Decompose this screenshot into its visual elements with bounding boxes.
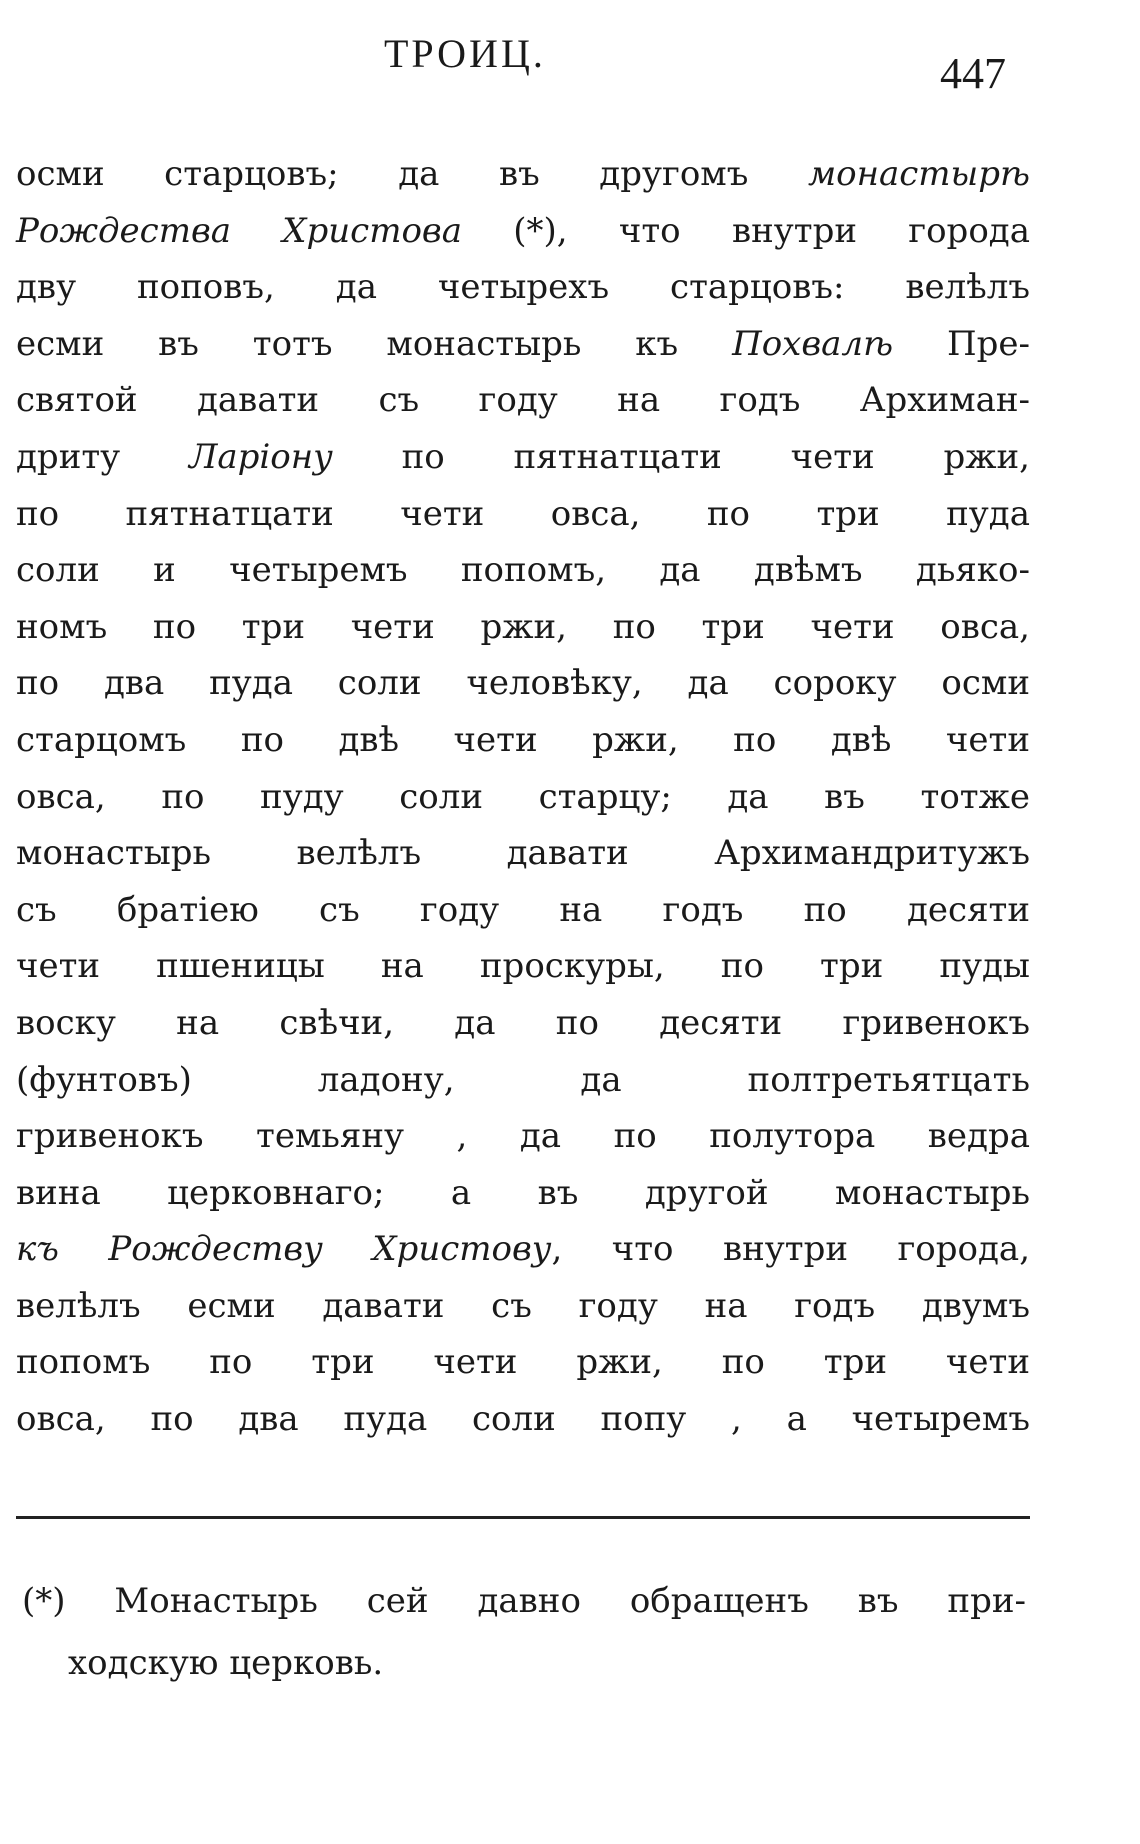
text-segment: осми старцовъ; да въ другомъ (16, 154, 808, 194)
text-line (16, 712, 1030, 769)
text-segment: номъ по три чети ржи, по три чети овса, (16, 606, 1030, 647)
text-segment: съ братіею съ году на годъ по десяти (16, 889, 1030, 930)
text-line (16, 316, 1030, 373)
text-segment: (*), что внутри города (461, 210, 1031, 251)
italic-segment: къ Рождеству Христову (16, 1229, 552, 1270)
text-segment: дриту (16, 436, 189, 477)
text-segment: (фунтовъ) ладону, да полтретьятцать (16, 1059, 1030, 1100)
text-line (16, 1221, 1030, 1278)
text-line (16, 1278, 1030, 1335)
text-line (16, 655, 1030, 712)
footnote-line: ходскую церковь. (68, 1643, 384, 1683)
text-segment: попомъ по три чети ржи, по три чети (16, 1342, 1030, 1383)
text-segment: вина церковнаго; а въ другой монастырь (16, 1172, 1030, 1213)
text-line (16, 599, 1030, 656)
italic-segment: монастырѣ (807, 154, 1030, 194)
text-segment: Пре- (893, 323, 1030, 364)
footnote (22, 1570, 1026, 1694)
text-line (16, 825, 1030, 882)
text-line (16, 542, 1030, 599)
text-line (16, 429, 1030, 486)
footnote-rule (16, 1516, 1030, 1519)
text-segment: чети пшеницы на проскуры, по три пуды (16, 946, 1030, 987)
text-segment: соли и четыремъ попомъ, да двѣмъ дьяко- (16, 550, 1030, 591)
text-line (16, 146, 1030, 203)
text-line (16, 1108, 1030, 1165)
text-line (16, 938, 1030, 995)
text-segment: есми въ тотъ монастырь къ (16, 323, 733, 364)
text-segment: дву поповъ, да четырехъ старцовъ: велѣлъ (16, 267, 1030, 308)
text-segment: воску на свѣчи, да по десяти гривенокъ (16, 1002, 1030, 1043)
text-line (16, 372, 1030, 429)
text-line (16, 259, 1030, 316)
footnote-line: (*) Монастырь сей давно обращенъ въ при- (22, 1581, 1026, 1621)
running-title: ТРОИЦ. (384, 31, 546, 76)
text-line (16, 486, 1030, 543)
italic-segment: Ларіону (188, 436, 333, 477)
text-line (16, 1052, 1030, 1109)
text-segment: старцомъ по двѣ чети ржи, по двѣ чети (16, 719, 1030, 760)
text-line (16, 882, 1030, 939)
text-line (16, 1165, 1030, 1222)
text-line (16, 769, 1030, 826)
body-text (16, 146, 1030, 1448)
text-segment: велѣлъ есми давати съ году на годъ двумъ (16, 1285, 1030, 1326)
text-segment: по два пуда соли человѣку, да сороку осми (16, 663, 1030, 704)
italic-segment: Похвалѣ (732, 323, 894, 364)
text-segment: монастырь велѣлъ давати Архимандритужъ (16, 833, 1030, 874)
text-segment: святой давати съ году на годъ Архиман- (16, 380, 1030, 421)
text-segment: по пятнатцати чети овса, по три пуда (16, 493, 1030, 534)
text-segment: овса, по два пуда соли попу , а четыремъ (16, 1399, 1030, 1440)
text-line (16, 1334, 1030, 1391)
text-line (16, 995, 1030, 1052)
text-segment: по пятнатцати чети ржи, (332, 436, 1030, 477)
text-segment: , что внутри города, (551, 1229, 1031, 1270)
text-line (16, 1391, 1030, 1448)
text-line (16, 203, 1030, 260)
text-segment: гривенокъ темьяну , да по полутора ведра (16, 1116, 1030, 1157)
text-segment: овса, по пуду соли старцу; да въ тотже (16, 776, 1030, 817)
page-number: 447 (940, 49, 1006, 98)
italic-segment: Рождества Христова (16, 210, 462, 251)
